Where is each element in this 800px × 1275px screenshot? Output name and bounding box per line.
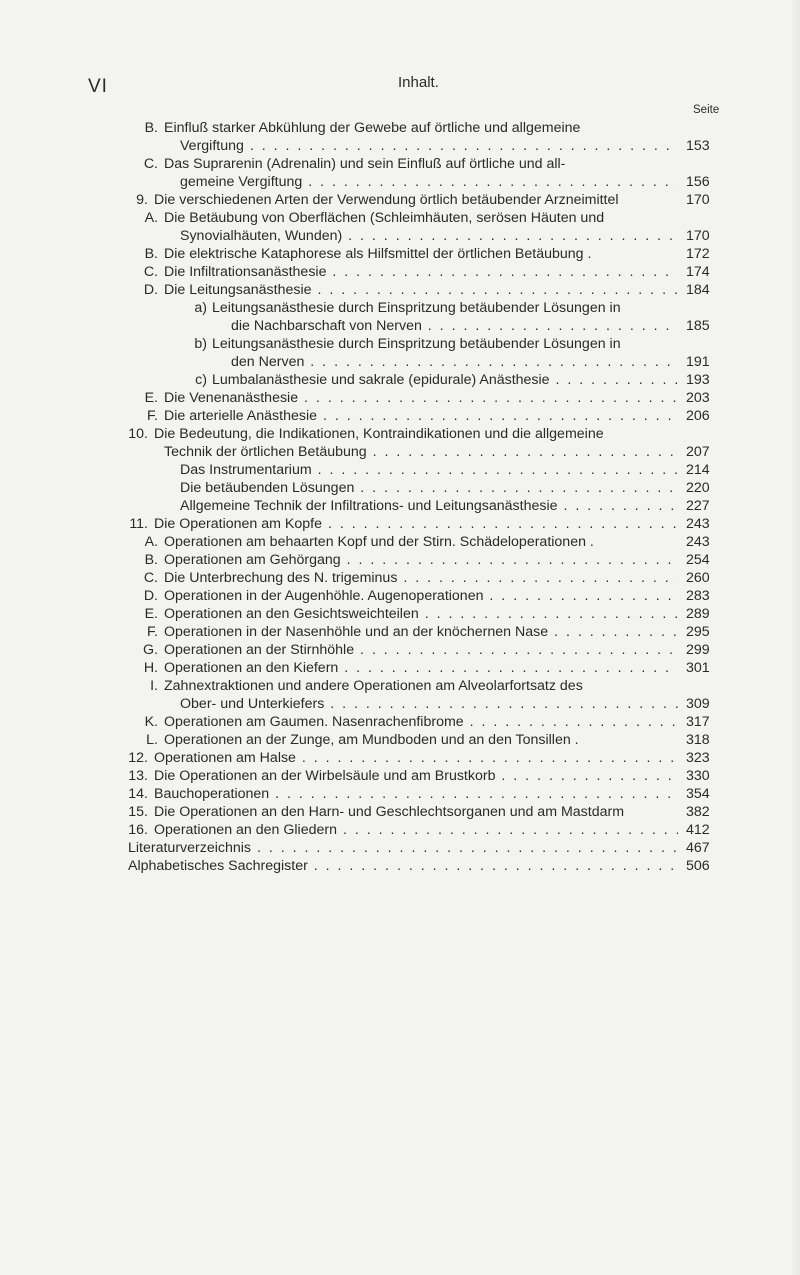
entry-page-number: 184 [686, 282, 710, 298]
toc-entry [0, 731, 800, 749]
entry-number: a) [194, 300, 207, 316]
toc-entry [0, 857, 800, 875]
entry-page-number: 206 [686, 408, 710, 424]
entry-page-number: 295 [686, 624, 710, 640]
entry-title: Leitungsanästhesie durch Einspritzung betäubender Lösungen in [212, 300, 621, 316]
entry-title: Die Operationen am Kopfe . . . [154, 515, 678, 533]
entry-number: A. [144, 210, 158, 226]
toc-entry [0, 839, 800, 857]
entry-title: Die Operationen an der Wirbelsäule und am Brustkorb . . . [154, 767, 678, 785]
entry-title: Die Infiltrationsanästhesie . . . [164, 263, 678, 281]
entry-title: Synovialhäuten, Wunden) . . . [180, 227, 678, 245]
entry-title: Allgemeine Technik der Infiltrations- und Leitungsanästhesie . . . [180, 497, 678, 515]
entry-title: Die Betäubung von Oberflächen (Schleimhäuten, serösen Häuten und [164, 210, 605, 226]
toc-entry [0, 263, 800, 281]
toc-entry [0, 713, 800, 731]
entry-page-number: 330 [686, 768, 710, 784]
entry-page-number: 170 [686, 228, 710, 244]
toc-entry [0, 227, 800, 245]
toc-entry [0, 803, 800, 821]
entry-page-number: 318 [686, 732, 710, 748]
entry-page-number: 254 [686, 552, 710, 568]
toc-entry [0, 389, 800, 407]
entry-number: 12. [128, 750, 148, 766]
entry-page-number: 467 [686, 840, 710, 856]
entry-page-number: 172 [686, 246, 710, 262]
entry-page-number: 323 [686, 750, 710, 766]
entry-title: Vergiftung . . . [180, 137, 678, 155]
entry-number: 13. [128, 768, 148, 784]
entry-page-number: 354 [686, 786, 710, 802]
entry-number: C. [143, 264, 158, 280]
toc-entry [0, 695, 800, 713]
entry-number: C. [143, 570, 158, 586]
entry-number: b) [194, 336, 207, 352]
entry-page-number: 309 [686, 696, 710, 712]
entry-page-number: 156 [686, 174, 710, 190]
toc-entry [0, 623, 800, 641]
toc-entry [0, 335, 800, 353]
toc-entry [0, 479, 800, 497]
entry-number: E. [144, 390, 158, 406]
entry-title: Einfluß starker Abkühlung der Gewebe auf örtliche und allgemeine [164, 120, 581, 136]
entry-title: den Nerven . . . [231, 353, 678, 371]
entry-title: Operationen an der Zunge, am Mundboden und an den Tonsillen . [164, 732, 579, 748]
entry-title: gemeine Vergiftung . . . [180, 173, 678, 191]
entry-number: 14. [128, 786, 148, 802]
entry-page-number: 174 [686, 264, 710, 280]
toc-entry [0, 659, 800, 677]
entry-number: H. [143, 660, 158, 676]
entry-title: Die Bedeutung, die Indikationen, Kontraindikationen und die allgemeine [154, 426, 604, 442]
toc-entry [0, 371, 800, 389]
toc-entry [0, 641, 800, 659]
entry-page-number: 193 [686, 372, 710, 388]
toc-entry [0, 281, 800, 299]
entry-title: Operationen am Gaumen. Nasenrachenfibrome . . . [164, 713, 678, 731]
entry-title: Operationen an den Kiefern . . . [164, 659, 678, 677]
toc-entry [0, 443, 800, 461]
toc-entry [0, 209, 800, 227]
entry-page-number: 153 [686, 138, 710, 154]
entry-title: Die arterielle Anästhesie . . . [164, 407, 678, 425]
entry-page-number: 191 [686, 354, 710, 370]
entry-title: Operationen in der Augenhöhle. Augenoperationen . . . [164, 587, 678, 605]
toc-entry [0, 299, 800, 317]
toc-entry [0, 767, 800, 785]
entry-title: Das Suprarenin (Adrenalin) und sein Einfluß auf örtliche und all- [164, 156, 566, 172]
entry-page-number: 506 [686, 858, 710, 874]
entry-title: die Nachbarschaft von Nerven . . . [231, 317, 678, 335]
toc-entry [0, 173, 800, 191]
entry-number: D. [143, 588, 158, 604]
entry-page-number: 301 [686, 660, 710, 676]
entry-title: Die Operationen an den Harn- und Geschlechtsorganen und am Mastdarm [154, 804, 625, 820]
entry-number: C. [143, 156, 158, 172]
entry-title: Operationen an den Gliedern . . . [154, 821, 678, 839]
entry-title: Operationen am Halse . . . [154, 749, 678, 767]
entry-number: F. [146, 624, 158, 640]
entry-number: E. [144, 606, 158, 622]
entry-page-number: 317 [686, 714, 710, 730]
entry-page-number: 170 [686, 192, 710, 208]
toc-entry [0, 497, 800, 515]
entry-number: G. [143, 642, 158, 658]
toc-entry [0, 587, 800, 605]
entry-number: B. [144, 246, 158, 262]
entry-page-number: 185 [686, 318, 710, 334]
entry-title: Alphabetisches Sachregister . . . [128, 857, 678, 875]
entry-number: I. [150, 678, 158, 694]
entry-page-number: 289 [686, 606, 710, 622]
entry-title: Operationen an den Gesichtsweichteilen . . . [164, 605, 678, 623]
entry-number: D. [143, 282, 158, 298]
entry-title: Literaturverzeichnis . . . [128, 839, 678, 857]
entry-title: Die Leitungsanästhesie . . . [164, 281, 678, 299]
entry-page-number: 203 [686, 390, 710, 406]
entry-page-number: 243 [686, 534, 710, 550]
entry-title: Ober- und Unterkiefers . . . [180, 695, 678, 713]
toc-entry [0, 569, 800, 587]
toc-entry [0, 749, 800, 767]
entry-title: Die verschiedenen Arten der Verwendung örtlich betäubender Arzneimittel [154, 192, 619, 208]
entry-number: F. [146, 408, 158, 424]
entry-number: K. [144, 714, 158, 730]
toc-entry [0, 533, 800, 551]
toc-entry [0, 515, 800, 533]
toc-entry [0, 137, 800, 155]
toc-entry [0, 317, 800, 335]
entry-title: Lumbalanästhesie und sakrale (epidurale) Anästhesie . . . [212, 371, 678, 389]
toc-entry [0, 551, 800, 569]
entry-page-number: 260 [686, 570, 710, 586]
toc-entry [0, 245, 800, 263]
page-title: Inhalt. [398, 74, 439, 91]
toc-entry [0, 353, 800, 371]
entry-title: Operationen am behaarten Kopf und der Stirn. Schädeloperationen . [164, 534, 594, 550]
entry-page-number: 299 [686, 642, 710, 658]
entry-title: Die elektrische Kataphorese als Hilfsmittel der örtlichen Betäubung . [164, 246, 592, 262]
toc-entry [0, 407, 800, 425]
page-header [88, 70, 712, 100]
toc-entry [0, 155, 800, 173]
entry-title: Zahnextraktionen und andere Operationen am Alveolarfortsatz des [164, 678, 583, 694]
entry-number: c) [195, 372, 207, 388]
toc-entry [0, 605, 800, 623]
entry-title: Die betäubenden Lösungen . . . [180, 479, 678, 497]
entry-page-number: 283 [686, 588, 710, 604]
entry-title: Leitungsanästhesie durch Einspritzung betäubender Lösungen in [212, 336, 621, 352]
toc-entry [0, 425, 800, 443]
entry-title: Operationen in der Nasenhöhle und an der knöchernen Nase . . . [164, 623, 678, 641]
entry-number: L. [146, 732, 158, 748]
entry-page-number: 220 [686, 480, 710, 496]
page-number: VI [88, 76, 108, 97]
entry-title: Die Unterbrechung des N. trigeminus . . . [164, 569, 678, 587]
entry-page-number: 382 [686, 804, 710, 820]
toc-entry [0, 119, 800, 137]
entry-title: Die Venenanästhesie . . . [164, 389, 678, 407]
entry-page-number: 207 [686, 444, 710, 460]
entry-number: 9. [136, 192, 148, 208]
entry-number: 16. [128, 822, 148, 838]
entry-title: Operationen an der Stirnhöhle . . . [164, 641, 678, 659]
seite-column-label: Seite [693, 104, 720, 116]
toc-entry [0, 821, 800, 839]
entry-number: 10. [128, 426, 148, 442]
entry-page-number: 412 [686, 822, 710, 838]
entry-number: 15. [128, 804, 148, 820]
entry-title: Operationen am Gehörgang . . . [164, 551, 678, 569]
entry-title: Das Instrumentarium . . . [180, 461, 678, 479]
entry-title: Technik der örtlichen Betäubung . . . [164, 443, 678, 461]
entry-title: Bauchoperationen . . . [154, 785, 678, 803]
entry-page-number: 243 [686, 516, 710, 532]
entry-number: 11. [129, 516, 148, 532]
entry-number: A. [144, 534, 158, 550]
toc-entry [0, 677, 800, 695]
toc-entry [0, 191, 800, 209]
entry-page-number: 227 [686, 498, 710, 514]
entry-number: B. [144, 552, 158, 568]
entry-number: B. [144, 120, 158, 136]
toc-entry [0, 461, 800, 479]
entry-page-number: 214 [686, 462, 710, 478]
toc-entry [0, 785, 800, 803]
